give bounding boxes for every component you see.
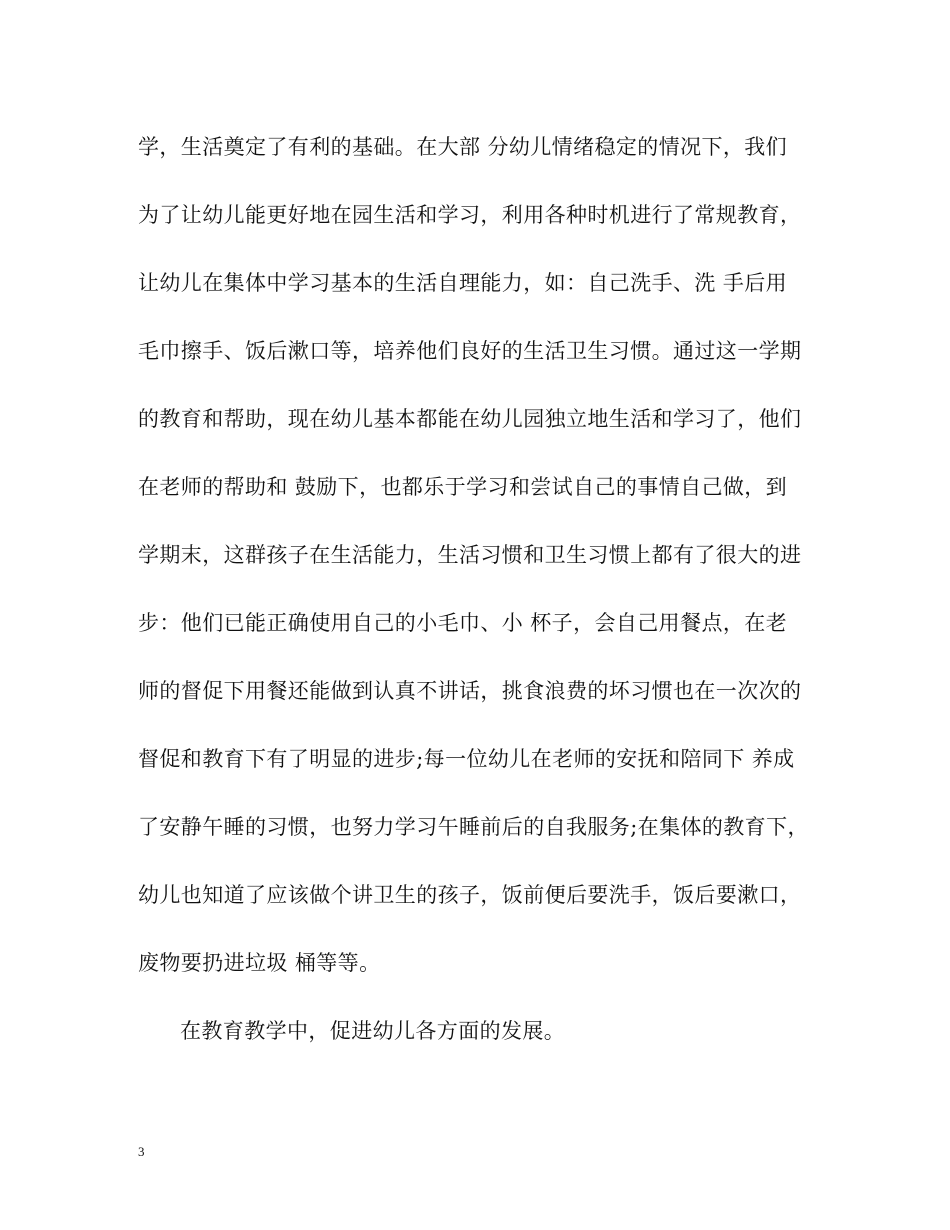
body-text-line: 废物要扔进垃圾 桶等等。 (138, 951, 381, 975)
body-text-line: 步：他们已能正确使用自己的小毛巾、小 杯子，会自己用餐点，在老 (138, 611, 788, 635)
body-text-line: 让幼儿在集体中学习基本的生活自理能力，如：自己洗手、洗 手后用 (138, 271, 788, 295)
body-text-line: 学期末，这群孩子在生活能力，生活习惯和卫生习惯上都有了很大的进 (138, 543, 802, 567)
body-text-line: 为了让幼儿能更好地在园生活和学习，利用各种时机进行了常规教育， (138, 203, 802, 227)
body-text-line: 的教育和帮助，现在幼儿基本都能在幼儿园独立地生活和学习了，他们 (138, 407, 802, 431)
body-text-line: 督促和教育下有了明显的进步;每一位幼儿在老师的安抚和陪同下 养成 (138, 747, 795, 771)
page-number: 3 (138, 1144, 145, 1159)
body-text-line: 了安静午睡的习惯，也努力学习午睡前后的自我服务;在集体的教育下， (138, 815, 809, 839)
body-text-line: 毛巾擦手、饭后漱口等，培养他们良好的生活卫生习惯。通过这一学期 (138, 339, 802, 363)
body-text-line: 幼儿也知道了应该做个讲卫生的孩子，饭前便后要洗手，饭后要漱口， (138, 883, 802, 907)
body-text-line: 师的督促下用餐还能做到认真不讲话，挑食浪费的坏习惯也在一次次的 (138, 679, 802, 703)
paragraph-first-line: 在教育教学中，促进幼儿各方面的发展。 (180, 1019, 566, 1043)
body-text-line: 在老师的帮助和 鼓励下，也都乐于学习和尝试自己的事情自己做，到 (138, 475, 788, 499)
body-text-line: 学，生活奠定了有利的基础。在大部 分幼儿情绪稳定的情况下，我们 (138, 135, 788, 159)
